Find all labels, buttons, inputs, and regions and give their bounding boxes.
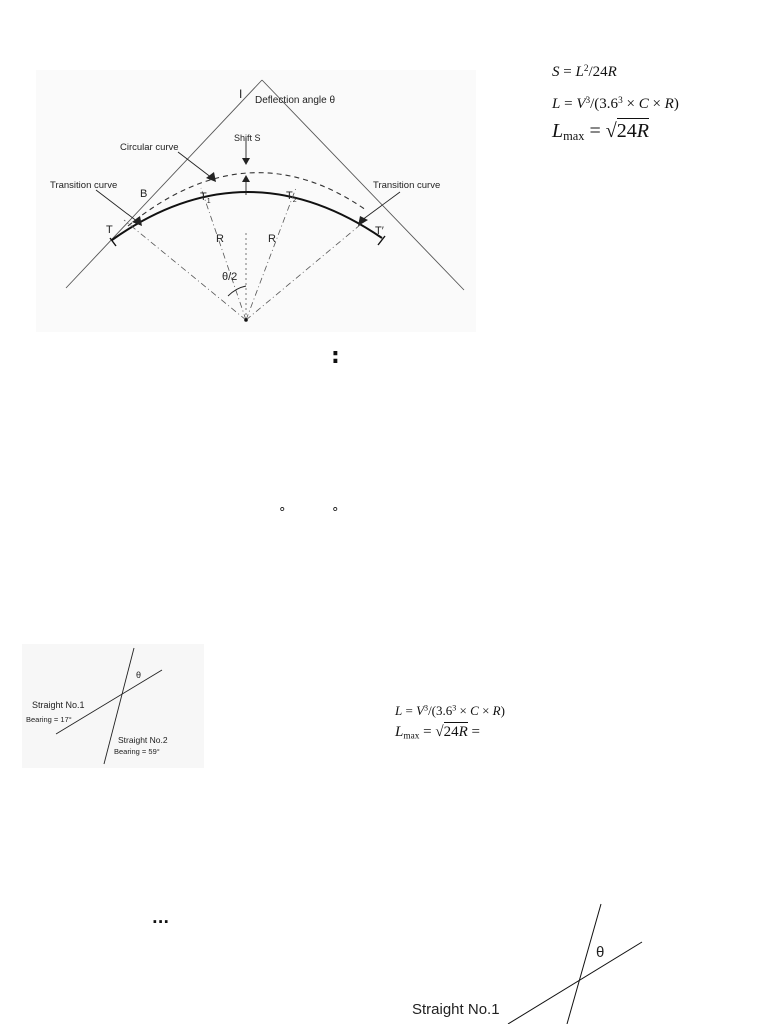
lmax-formula-2: $L_{max} = √24R$ = [395,724,480,742]
straight-2-label: Straight No.2 [118,735,168,745]
bearings-diagram-enlarged [400,896,660,1024]
bearing-2-label: Bearing = 59° [114,747,160,756]
theta-label: θ [136,670,142,680]
degree-mark-2: ° [332,506,339,521]
transition-length-formula-2: $L = V^3/(3.6^3 \times C \times R)$ [395,703,505,718]
straight-1-line-large [508,942,642,1024]
point-t-prime-label: T′ [375,225,384,237]
point-i-label: I [239,87,243,101]
point-b-label: B [140,188,148,200]
transition-curve-left-label: Transition curve [50,180,118,191]
transition-length-formula: $L = V^3/(3.6^3 \times C \times R)$ [552,96,679,113]
radius-left-label: R [216,233,224,245]
straight-2-line-large [567,904,601,1024]
transition-curve-right-label: Transition curve [373,180,441,191]
degree-mark-1: ° [279,506,286,521]
bearing-1-label: Bearing = 17° [26,715,72,724]
colon-mark: : [331,344,340,369]
lmax-formula: $L_{max} = √24R$ [552,120,649,144]
bearings-diagram [22,644,204,768]
shift-formula: $S = L^2/24R$ [552,64,617,81]
deflection-angle-label: Deflection angle θ [255,95,336,106]
straight-1-label: Straight No.1 [32,700,85,710]
centre-point [244,318,248,322]
shift-label: Shift S [234,133,261,143]
point-t-label: T [106,224,113,236]
transition-curve-diagram [36,70,476,332]
theta-label-large: θ [596,944,605,961]
half-angle-label: θ/2 [222,271,238,283]
radius-right-label: R [268,233,276,245]
ellipsis-mark: ... [152,909,170,927]
point-t2-label: $T_2$ [286,190,297,204]
straight-1-label-large: Straight No.1 [412,1001,500,1018]
circular-curve-label: Circular curve [120,142,179,153]
point-t1-label: $T_1$ [200,191,211,205]
